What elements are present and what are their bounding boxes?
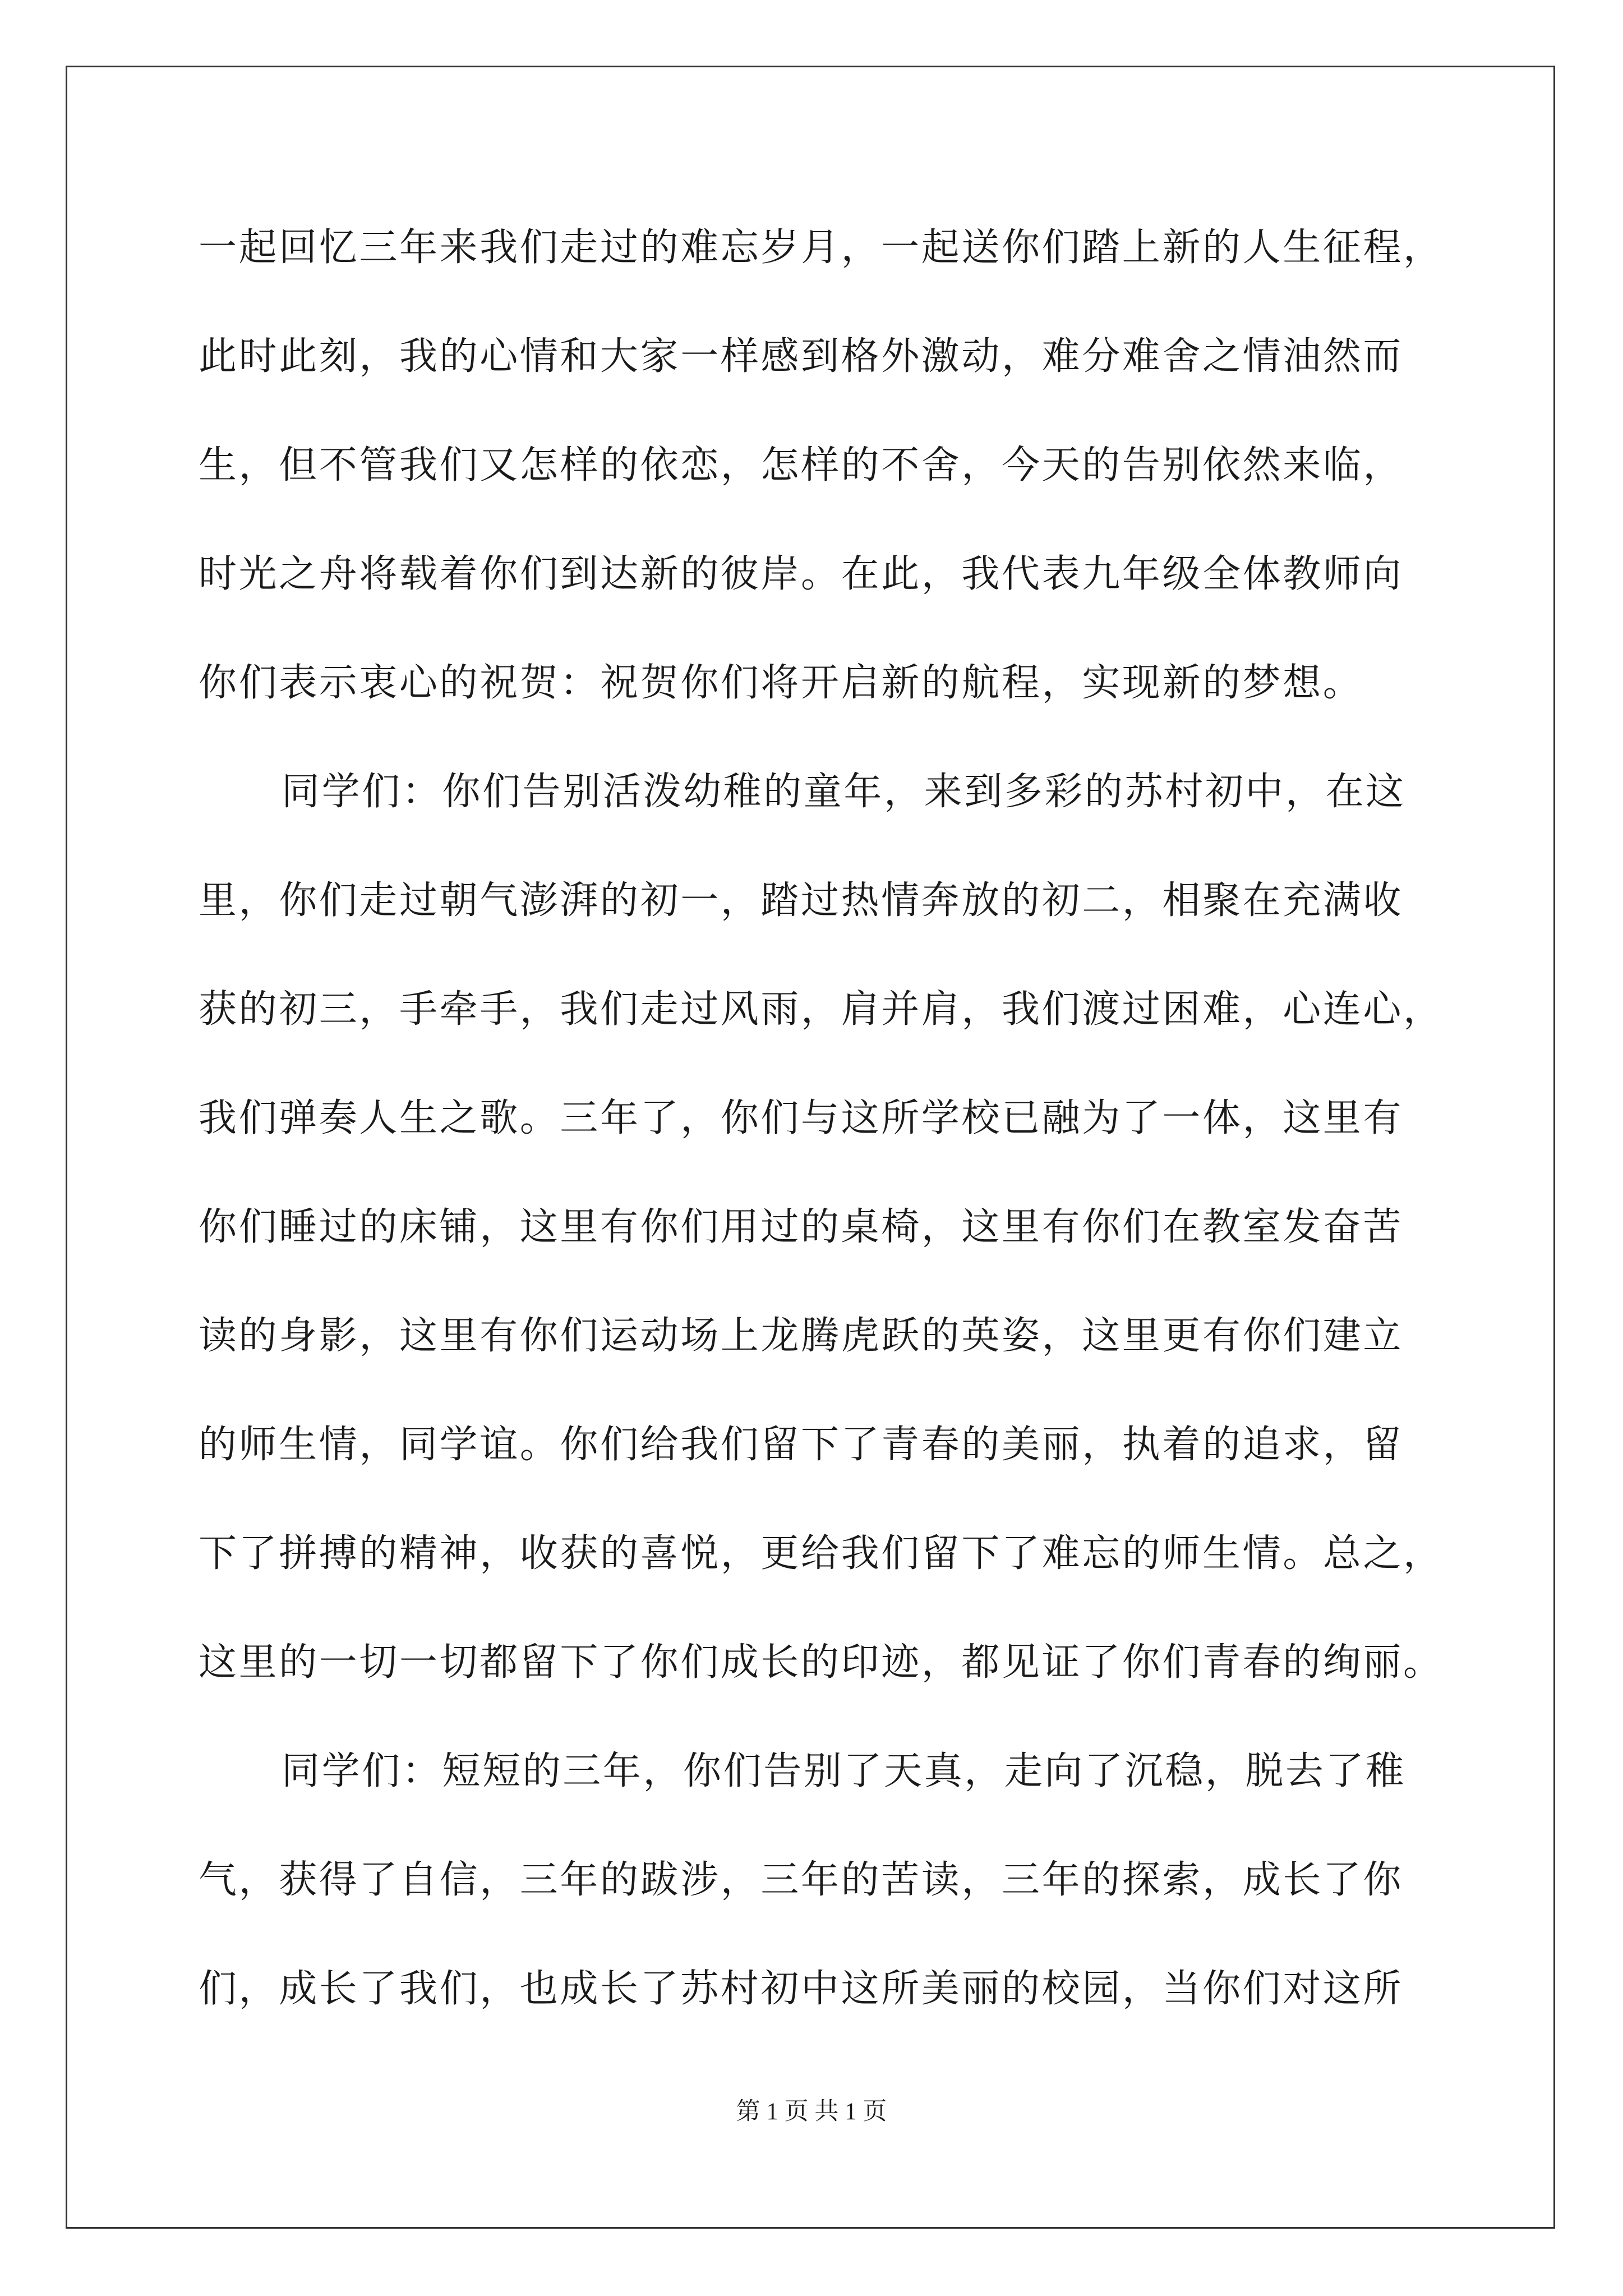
text-line: 获的初三，手牵手，我们走过风雨，肩并肩，我们渡过困难，心连心， xyxy=(199,987,1444,1032)
paragraph-first-line: 同学们：你们告别活泼幼稚的童年，来到多彩的苏村初中，在这 xyxy=(282,770,1406,814)
text-line: 气，获得了自信，三年的跋涉，三年的苦读，三年的探索，成长了你 xyxy=(199,1858,1404,1902)
text-line: 你们表示衷心的祝贺：祝贺你们将开启新的航程，实现新的梦想。 xyxy=(199,661,1363,705)
text-line: 这里的一切一切都留下了你们成长的印迹，都见证了你们青春的绚丽。 xyxy=(199,1640,1444,1685)
text-line: 生，但不管我们又怎样的依恋，怎样的不舍，今天的告别依然来临， xyxy=(199,443,1404,487)
text-line: 里，你们走过朝气澎湃的初一，踏过热情奔放的初二，相聚在充满收 xyxy=(199,878,1404,923)
paragraph-first-line: 同学们：短短的三年，你们告别了天真，走向了沉稳，脱去了稚 xyxy=(282,1749,1406,1793)
text-line: 读的身影，这里有你们运动场上龙腾虎跃的英姿，这里更有你们建立 xyxy=(199,1314,1404,1358)
text-line: 一起回忆三年来我们走过的难忘岁月，一起送你们踏上新的人生征程， xyxy=(199,226,1444,270)
text-line: 你们睡过的床铺，这里有你们用过的桌椅，这里有你们在教室发奋苦 xyxy=(199,1205,1404,1249)
text-line: 的师生情，同学谊。你们给我们留下了青春的美丽，执着的追求，留 xyxy=(199,1423,1404,1467)
text-line: 下了拼搏的精神，收获的喜悦，更给我们留下了难忘的师生情。总之， xyxy=(199,1531,1444,1576)
text-line: 时光之舟将载着你们到达新的彼岸。在此，我代表九年级全体教师向 xyxy=(199,552,1404,596)
text-line: 我们弹奏人生之歌。三年了，你们与这所学校已融为了一体，这里有 xyxy=(199,1096,1404,1140)
document-body xyxy=(199,194,1466,2044)
text-line: 此时此刻，我的心情和大家一样感到格外激动，难分难舍之情油然而 xyxy=(199,334,1404,379)
text-line: 们，成长了我们，也成长了苏村初中这所美丽的校园，当你们对这所 xyxy=(199,1967,1404,2011)
page-number-footer: 第 1 页 共 1 页 xyxy=(736,2099,887,2125)
